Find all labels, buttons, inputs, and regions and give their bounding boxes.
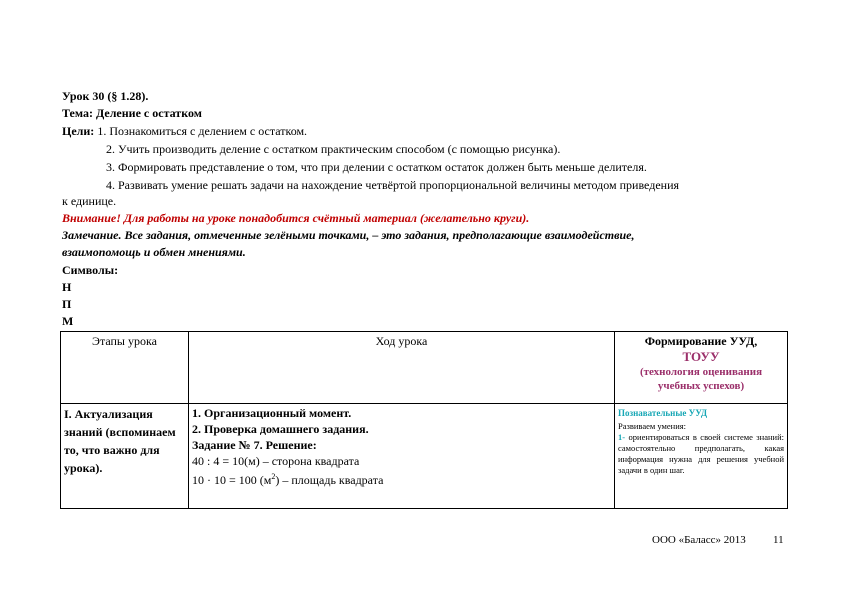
lesson-table: [60, 331, 788, 509]
uud-cell: [615, 404, 788, 509]
stage-cell: I. Актуализация знаний (вспоминаем то, что важно для урока).: [61, 404, 189, 509]
skill-text: ориентироваться в своей системе знаний: самостоятельно предполагать, какая информация нужна для решения учебной задачи в один шаг.: [618, 432, 784, 475]
table-header-row: [61, 332, 788, 404]
symbol-m: М: [62, 314, 74, 328]
course-cell: [189, 404, 615, 509]
header-course: Ход урока: [189, 332, 615, 404]
calc-line-1: 40 : 4 = 10(м) – сторона квадрата: [192, 454, 360, 468]
goal-4-cont: к единице.: [62, 194, 117, 208]
uud-type: Познавательные УУД: [618, 408, 708, 418]
calc-line-2: 10 · 10 = 100 $(м^2)$ – площадь квадрата: [192, 472, 384, 487]
uud-develop: Развиваем умения:: [618, 421, 687, 431]
header-touu: ТОУУ: [682, 349, 720, 364]
header-uud: [615, 332, 788, 404]
symbol-n: Н: [62, 280, 72, 294]
goals-label: Цели:: [62, 124, 95, 138]
goal-4: 4. Развивать умение решать задачи на нахождение четвёртой пропорциональной величины методом приведения: [106, 178, 680, 192]
footer-company: ООО «Баласс» 2013: [652, 534, 746, 546]
uud-skill: [618, 432, 784, 476]
course-item-2: 2. Проверка домашнего задания.: [192, 422, 369, 436]
topic-label: Тема:: [62, 106, 93, 120]
topic-text: Деление с остатком: [95, 106, 202, 120]
skill-number: 1-: [618, 432, 626, 442]
goals-line-1: [62, 124, 307, 138]
header-uud-title: Формирование УУД,: [644, 334, 758, 348]
table-row: [61, 404, 788, 509]
goal-1: 1. Познакомиться с делением с остатком.: [97, 124, 308, 138]
remark-note: Замечание. Все задания, отмеченные зелёными точками, – это задания, предполагающие взаимодействие,: [62, 228, 635, 242]
task-label: Задание № 7. Решение:: [192, 438, 317, 452]
header-touu-desc: (технология оценивания учебных успехов): [639, 366, 763, 392]
goal-3: 3. Формировать представление о том, что при делении с остатком остаток должен быть меньше делителя.: [106, 160, 647, 174]
lesson-number: Урок 30 (§ 1.28).: [62, 89, 149, 103]
symbol-p: П: [62, 297, 72, 311]
goal-2: 2. Учить производить деление с остатком практическим способом (с помощью рисунка).: [106, 142, 561, 156]
footer-page-number: 11: [773, 534, 784, 546]
course-item-1: 1. Организационный момент.: [192, 406, 352, 420]
attention-note: Внимание! Для работы на уроке понадобится счётный материал (желательно круги).: [62, 211, 530, 225]
topic-line: [62, 106, 202, 120]
remark-note-cont: взаимопомощь и обмен мнениями.: [62, 245, 246, 259]
symbols-label: Символы:: [62, 263, 119, 277]
header-stages: Этапы урока: [61, 332, 189, 404]
